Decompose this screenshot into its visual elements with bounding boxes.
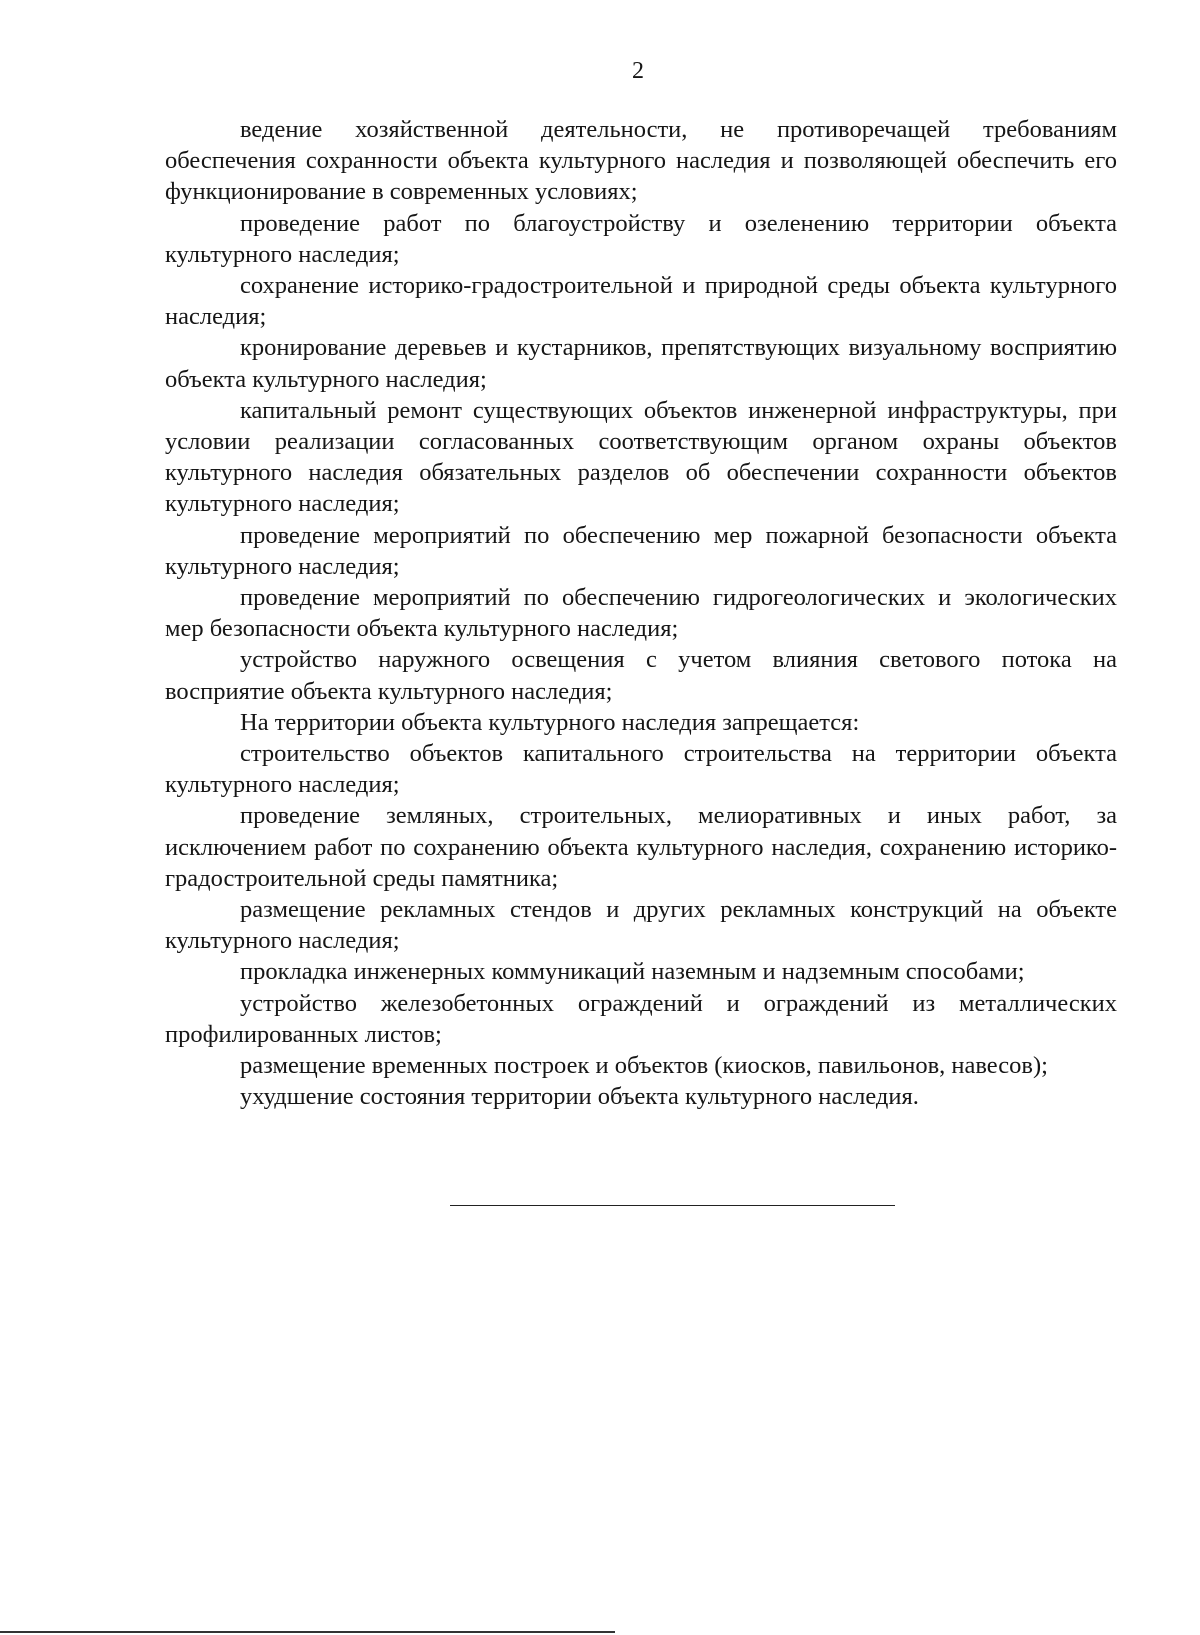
scan-edge-line: [0, 1631, 615, 1633]
paragraph: ухудшение состояния территории объекта культурного наследия.: [240, 1083, 919, 1111]
paragraph: проведение земляных, строительных, мелиоративных и иных работ, за исключением работ по сохранению объекта культурного наследия, сохранению историко-градостроительной среды памятника;: [165, 802, 1117, 892]
section-heading: На территории объекта культурного наследия запрещается:: [240, 708, 860, 736]
paragraph: капитальный ремонт существующих объектов инженерной инфраструктуры, при условии реализации согласованных соответствующим органом охраны объектов культурного наследия обязательных разделов об обеспечении сохранности объектов культурного наследия;: [165, 396, 1117, 518]
document-body: [165, 114, 1117, 1113]
paragraph: устройство наружного освещения с учетом влияния светового потока на восприятие объекта культурного наследия;: [165, 646, 1117, 705]
paragraph: проведение мероприятий по обеспечению гидрогеологических и экологических мер безопасности объекта культурного наследия;: [165, 584, 1117, 643]
paragraph: прокладка инженерных коммуникаций наземным и надземным способами;: [240, 958, 1025, 986]
paragraph: сохранение историко-градостроительной и природной среды объекта культурного наследия;: [165, 272, 1117, 331]
paragraph: проведение мероприятий по обеспечению мер пожарной безопасности объекта культурного наследия;: [165, 521, 1117, 580]
paragraph: размещение временных построек и объектов (киосков, павильонов, навесов);: [240, 1052, 1048, 1080]
paragraph: устройство железобетонных ограждений и ограждений из металлических профилированных листов;: [165, 989, 1117, 1048]
paragraph: строительство объектов капитального строительства на территории объекта культурного наследия;: [165, 740, 1117, 799]
page-number: 2: [632, 58, 644, 84]
paragraph: ведение хозяйственной деятельности, не противоречащей требованиям обеспечения сохранности объекта культурного наследия и позволяющей обеспечить его функционирование в современных условиях;: [165, 116, 1117, 206]
paragraph: размещение рекламных стендов и других рекламных конструкций на объекте культурного наследия;: [165, 896, 1117, 955]
end-of-text-rule: [450, 1205, 895, 1206]
paragraph: проведение работ по благоустройству и озеленению территории объекта культурного наследия;: [165, 209, 1117, 268]
paragraph: кронирование деревьев и кустарников, препятствующих визуальному восприятию объекта культурного наследия;: [165, 334, 1117, 393]
